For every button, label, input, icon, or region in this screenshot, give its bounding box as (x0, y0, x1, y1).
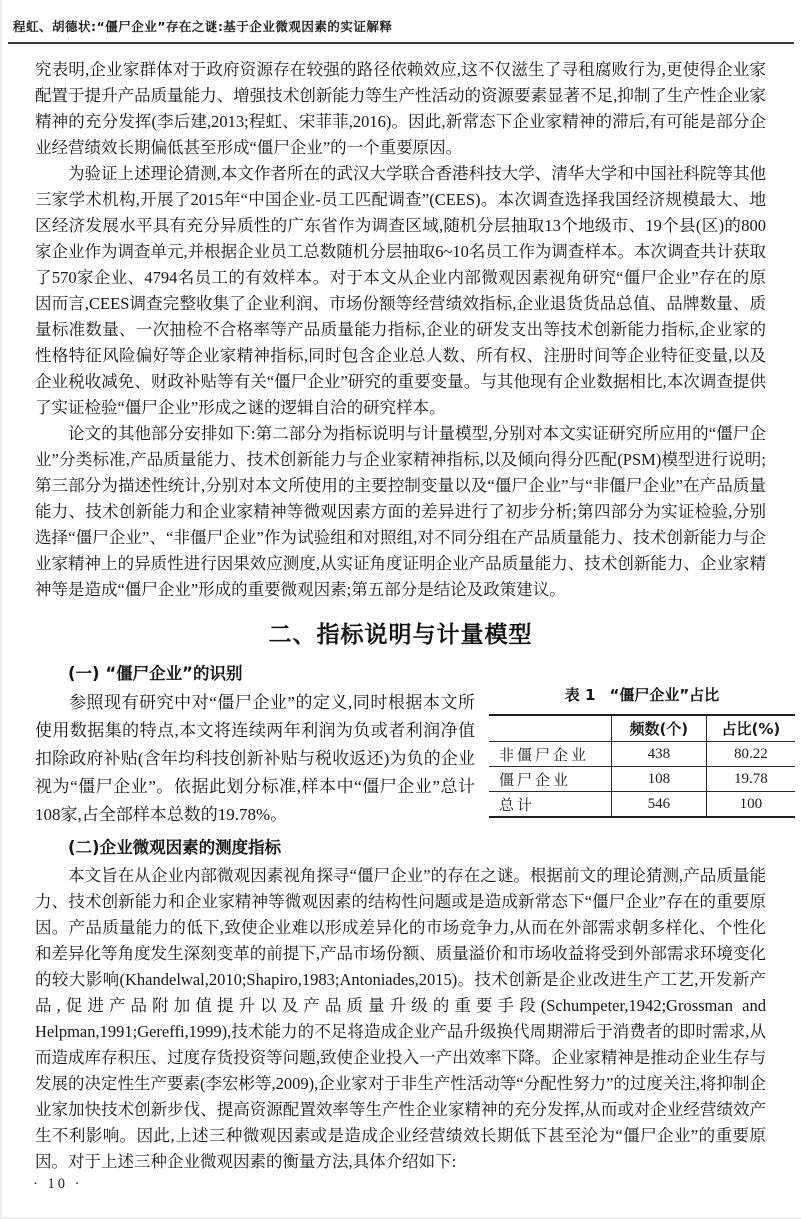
table-row-nonzombie (489, 742, 795, 767)
page-body (35, 57, 781, 1175)
row-percent: 19.78 (706, 767, 795, 792)
table1-caption-title: “僵尸企业”占比 (609, 686, 720, 704)
zombie-share-table (489, 714, 795, 818)
subsection2-paragraph: 本文旨在从企业内部微观因素视角探寻“僵尸企业”的存在之谜。根据前文的理论猜测,产品质量能力、技术创新能力和企业家精神等微观因素的结构性问题或是造成新常态下“僵尸企业”存在的重要原因。产品质量能力的低下,致使企业难以形成差异化的市场竞争力,从而在外部需求朝多样化、个性化和差异化等角度发生深刻变革的前提下,产品市场份额、质量溢价和市场收益将受到外部需求环境变化的较大影响(Khandelwal,2010;Shapiro,1983;Antoniades,2015)。技术创新是企业改进生产工艺,开发新产品,促进产品附加值提升以及产品质量升级的重要手段(Schumpeter,1942;Grossman and Helpman,1991;Gereffi,1999),技术能力的不足将造成企业产品升级换代周期滞后于消费者的即时需求,从而造成库存积压、过度存货投资等问题,致使企业投入一产出效率下降。企业家精神是推动企业生存与发展的决定性生产要素(李宏彬等,2009),企业家对于非生产性活动等“分配性努力”的过度关注,将抑制企业家加快技术创新步伐、提高资源配置效率等生产性企业家精神的充分发挥,从而或对企业经营绩效产生不利影响。因此,上述三种微观因素或是造成企业经营绩效长期低下甚至沦为“僵尸企业”的重要原因。对于上述三种企业微观因素的衡量方法,具体介绍如下: (35, 866, 767, 1171)
table1-caption (489, 684, 795, 705)
subsection2-heading: (二)企业微观因素的测度指标 (68, 838, 282, 857)
body-paragraph: 为验证上述理论猜测,本文作者所在的武汉大学联合香港科技大学、清华大学和中国社科院等其他三家学术机构,开展了2015年“中国企业-员工匹配调查”(CEES)。本次调查选择我国经济规模最大、地区经济发展水平具有充分异质性的广东省作为调查区域,随机分层抽取13个地级市、19个县(区)的800家企业作为调查单元,并根据企业员工总数随机分层抽取6~10名员工作为调查样本。本次调查共计获取了570家企业、4794名员工的有效样本。对于本文从企业内部微观因素视角研究“僵尸企业”存在的原因而言,CEES调查完整收集了企业利润、市场份额等经营绩效指标,企业退货货品总值、品牌数量、质量标准数量、一次抽检不合格率等产品质量能力指标,企业的研发支出等技术创新能力指标,企业家的性格特征风险偏好等企业家精神指标,同时包含企业总人数、所有权、注册时间等企业特征变量,以及企业税收减免、财政补贴等有关“僵尸企业”研究的重要变量。与其他现有企业数据相比,本次调查提供了实证检验“僵尸企业”形成之谜的逻辑自洽的研究样本。 (35, 164, 766, 417)
subsection1-paragraph: 参照现有研究中对“僵尸企业”的定义,同时根据本文所使用数据集的特点,本文将连续两年利润为负或者利润净值扣除政府补贴(含年均科技创新补贴与税收返还)为负的企业视为“僵尸企业”。依据此划分标准,样本中“僵尸企业”总计108家,占全部样本总数的19.78%。 (35, 693, 475, 824)
row-label: 总计 (499, 797, 536, 814)
row-percent: 100 (706, 792, 795, 818)
table-header-row (489, 715, 795, 742)
row-frequency: 546 (611, 792, 706, 818)
table-col-frequency: 频数(个) (611, 715, 706, 742)
table-row-total (489, 792, 795, 818)
section-heading: 二、指标说明与计量模型 (268, 622, 533, 648)
row-label: 僵尸企业 (489, 767, 611, 792)
table-col-percent: 占比(%) (706, 715, 795, 742)
body-paragraph-continuation: 究表明,企业家群体对于政府资源存在较强的路径依赖效应,这不仅滋生了寻租腐败行为,更使得企业家配置于提升产品质量能力、增强技术创新能力等生产性活动的资源要素显著不足,抑制了生产性企业家精神的充分发挥(李后建,2013;程虹、宋菲菲,2016)。因此,新常态下企业家精神的滞后,有可能是部分企业经营绩效长期偏低甚至形成“僵尸企业”的一个重要原因。 (35, 60, 766, 157)
running-header: 程虹、胡德状:“僵尸企业”存在之谜:基于企业微观因素的实证解释 (13, 19, 393, 34)
page-number: · 10 · (33, 1176, 83, 1192)
table-row-zombie (489, 767, 795, 792)
subsection-zombie-identification (35, 660, 781, 829)
subsection1-heading: (一) “僵尸企业”的识别 (68, 664, 243, 683)
table1-caption-label: 表 1 (564, 686, 596, 704)
table1-block (489, 684, 795, 818)
body-paragraph: 论文的其他部分安排如下:第二部分为指标说明与计量模型,分别对本文实证研究所应用的“僵尸企业”分类标准,产品质量能力、技术创新能力与企业家精神指标,以及倾向得分匹配(PSM)模型进行说明;第三部分为描述性统计,分别对本文所使用的主要控制变量以及“僵尸企业”与“非僵尸企业”在产品质量能力、技术创新能力和企业家精神等微观因素方面的差异进行了初步分析;第四部分为实证检验,分别选择“僵尸企业”、“非僵尸企业”作为试验组和对照组,对不同分组在产品质量能力、技术创新能力与企业家精神上的异质性进行因果效应测度,从实证角度证明企业产品质量能力、技术创新能力、企业家精神等是造成“僵尸企业”形成的重要微观因素;第五部分是结论及政策建议。 (35, 424, 766, 599)
row-label: 非僵尸企业 (489, 742, 611, 767)
row-percent: 80.22 (706, 742, 795, 767)
row-frequency: 438 (611, 742, 706, 767)
row-frequency: 108 (611, 767, 706, 792)
table-corner-cell (489, 715, 611, 742)
header-rule (8, 42, 794, 44)
